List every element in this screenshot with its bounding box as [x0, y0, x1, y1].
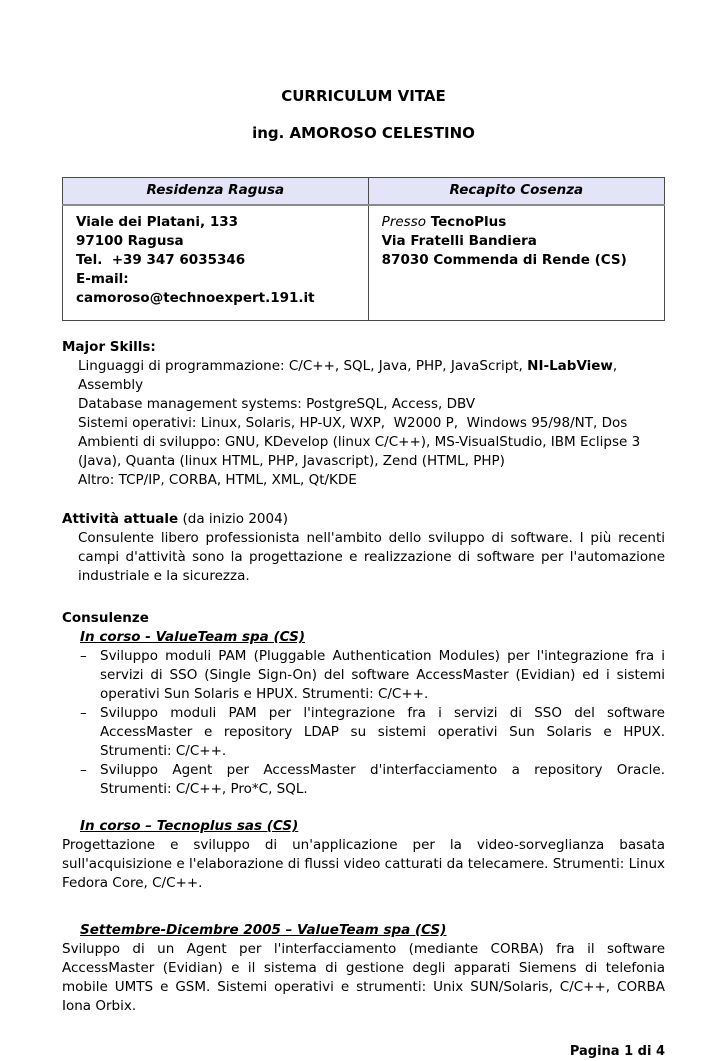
attivita-heading-rest: (da inizio 2004) — [178, 511, 288, 527]
attivita-section — [62, 510, 665, 586]
dash-bullet-marker: – — [80, 705, 87, 721]
skills-languages-pre: Linguaggi di programmazione: C/C++, SQL, Java, PHP, JavaScript, — [78, 358, 528, 374]
job-bullet-text: Sviluppo Agent per AccessMaster d'interfacciamento a repository Oracle. Strumenti: C/C++, Pro*C, SQL. — [100, 762, 665, 797]
job-valueteam-incorso — [62, 628, 665, 799]
contact-cell-recapito — [368, 205, 664, 321]
job-bullet-list — [80, 647, 665, 799]
job-bullet-item — [80, 704, 665, 761]
skills-languages-post: , Assembly — [78, 358, 618, 393]
job-title-valueteam-incorso: In corso - ValueTeam spa (CS) — [80, 629, 305, 645]
job-valueteam-2005 — [62, 921, 665, 1016]
document-subtitle: ing. AMOROSO CELESTINO — [252, 124, 475, 142]
dash-bullet-marker: – — [80, 648, 87, 664]
job-bullet-item — [80, 647, 665, 704]
attivita-heading-bold: Attività attuale — [62, 511, 179, 527]
address-line-street: Viale dei Platani, 133 — [76, 214, 239, 230]
job-body-text: Sviluppo di un Agent per l'interfacciamento (mediante CORBA) fra il software AccessMaster (Evidian) e il sistema di gestione degli apparati Siemens di telefonia mobile UMTS e GSM. Sistemi operativi e strumenti: Unix SUN/Solaris, C/C++, CORBA Iona Orbix. — [62, 941, 665, 1014]
job-bullet-text: Sviluppo moduli PAM (Pluggable Authentication Modules) per l'integrazione fra i servizi di SSO (Single Sign-On) del software AccessMaster (Evidian) ed i sistemi operativi Sun Solaris e HPUX. Strumenti: C/C++. — [100, 648, 665, 702]
dash-bullet-marker: – — [80, 762, 87, 778]
address-line-city: 97100 Ragusa — [76, 233, 184, 249]
document-title: CURRICULUM VITAE — [281, 87, 446, 105]
job-bullet-item — [80, 761, 665, 799]
presso-line — [382, 213, 654, 232]
contact-header-row — [63, 178, 665, 206]
skills-line-languages — [78, 357, 665, 395]
job-body-text: Progettazione e sviluppo di un'applicazione per la video-sorveglianza basata sull'acquisizione e l'elaborazione di flussi video catturati da telecamere. Strumenti: Linux Fedora Core, C/C++. — [62, 837, 665, 891]
skills-line-other: Altro: TCP/IP, CORBA, HTML, XML, Qt/KDE — [78, 472, 357, 488]
contact-table — [62, 177, 665, 321]
address-line-phone: Tel. +39 347 6035346 — [76, 252, 246, 268]
skills-languages-highlight: NI-LabView — [527, 358, 613, 374]
major-skills-section — [62, 338, 665, 490]
job-title-tecnoplus-incorso: In corso – Tecnoplus sas (CS) — [80, 818, 299, 834]
job-bullet-text: Sviluppo moduli PAM per l'integrazione fra i servizi di SSO del software AccessMaster e repository LDAP su sistemi operativi Sun Solaris e HPUX. Strumenti: C/C++. — [100, 705, 665, 759]
page-number: Pagina 1 di 4 — [569, 1044, 665, 1059]
contact-header-recapito: Recapito Cosenza — [368, 178, 664, 206]
consulenze-section — [62, 609, 665, 1016]
job-title-valueteam-2005: Settembre-Dicembre 2005 – ValueTeam spa (CS) — [80, 922, 447, 938]
attivita-heading — [62, 510, 665, 529]
contact-body-row — [63, 205, 665, 321]
address-line-email: E-mail: camoroso@technoexpert.191.it — [76, 271, 315, 306]
skills-line-environments: Ambienti di sviluppo: GNU, KDevelop (linux C/C++), MS-VisualStudio, IBM Eclipse 3 (Java), Quanta (linux HTML, PHP, Javascript), Zend (HTML, PHP) — [78, 434, 641, 469]
consulenze-heading: Consulenze — [62, 610, 149, 626]
company-name: TecnoPlus — [426, 214, 507, 230]
contact-cell-residenza — [63, 205, 369, 321]
recapito-line-city: 87030 Commenda di Rende (CS) — [381, 252, 627, 268]
recapito-line-street: Via Fratelli Bandiera — [381, 233, 537, 249]
attivita-body: Consulente libero professionista nell'ambito dello sviluppo di software. I più recenti campi d'attività sono la progettazione e realizzazione di software per l'automazione industriale e la sicurezza. — [78, 530, 665, 584]
skills-line-os: Sistemi operativi: Linux, Solaris, HP-UX, WXP, W2000 P, Windows 95/98/NT, Dos — [78, 415, 628, 431]
major-skills-heading: Major Skills: — [62, 339, 156, 355]
contact-header-residenza: Residenza Ragusa — [63, 178, 369, 206]
job-tecnoplus-incorso — [62, 817, 665, 893]
skills-line-databases: Database management systems: PostgreSQL, Access, DBV — [78, 396, 476, 412]
presso-label: Presso — [381, 214, 426, 230]
